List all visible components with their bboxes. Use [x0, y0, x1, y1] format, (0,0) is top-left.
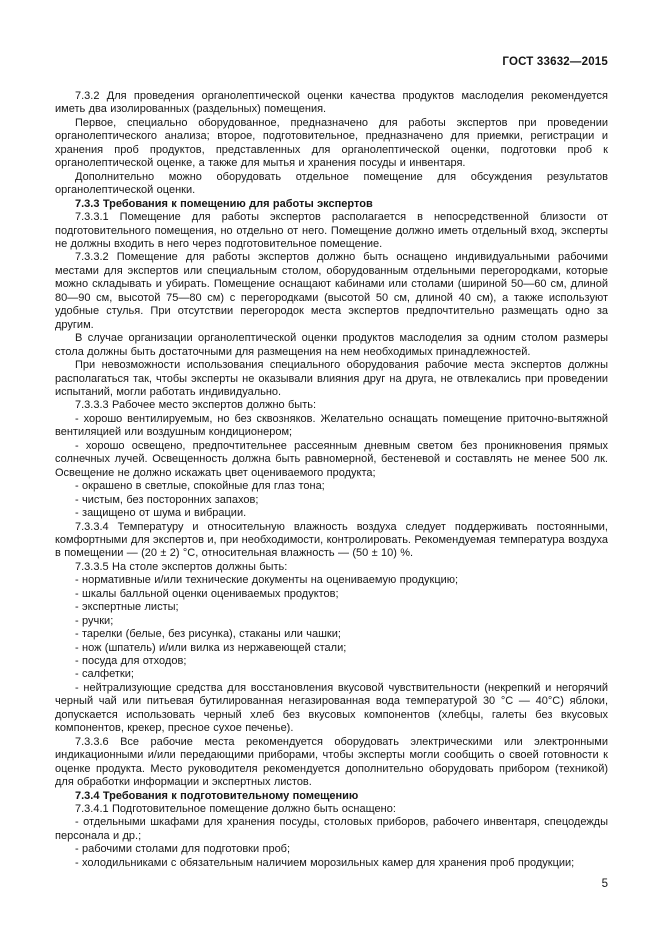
paragraph: 7.3.3.2 Помещение для работы экспертов должно быть оснащено индивидуальными рабочими местами для экспертов или специальным столом, оборудованным отдельными перегородками, которые можно складывать и убирать. Помещение оснащают кабинами или столами (шириной 50—60 см, длиной 80—90 см, высотой 75—80 см) с перегородками (высотой 50 см, длиной 40 см), а также используют удобные стулья. При отсутствии перегородок места экспертов предпочтительно размещать одно за другим. — [55, 251, 608, 331]
list-item: - посуда для отходов; — [75, 655, 187, 668]
list-item: - нож (шпатель) и/или вилка из нержавеющей стали; — [75, 641, 347, 654]
list-item: - тарелки (белые, без рисунка), стаканы или чашки; — [75, 628, 341, 641]
list-item: - отдельными шкафами для хранения посуды, столовых приборов, рабочего инвентаря, спецодежды персонала и др.; — [55, 816, 608, 842]
list-item: - экспертные листы; — [75, 601, 179, 614]
paragraph: 7.3.4.1 Подготовительное помещение должно быть оснащено: — [75, 803, 396, 816]
list-item: - холодильниками с обязательным наличием морозильных камер для хранения проб продукции; — [75, 856, 575, 869]
document-body — [55, 90, 608, 870]
paragraph: Дополнительно можно оборудовать отдельное помещение для обсуждения результатов органолептической оценки. — [55, 170, 608, 197]
paragraph: 7.3.3.5 На столе экспертов должны быть: — [75, 560, 288, 573]
list-item: - рабочими столами для подготовки проб; — [75, 843, 291, 856]
list-item: - хорошо освещено, предпочтительнее рассеянным дневным светом без проникновения прямых солнечных лучей. Освещенность должна быть равномерной, бестеневой и составлять не менее 500 лк. Освещение не должно искажать цвет оцениваемого продукта; — [55, 439, 608, 479]
paragraph: 7.3.3.6 Все рабочие места рекомендуется оборудовать электрическими или электронными индикационными и/или передающими приборами, чтобы эксперты могли сообщить о своей готовности к оценке продукта. Место руководителя рекомендуется дополнительно оборудовать прибором (техникой) для обработки информации и экспертных листов. — [55, 735, 608, 789]
section-heading: 7.3.4 Требования к подготовительному помещению — [75, 789, 359, 802]
list-item: - шкалы балльной оценки оцениваемых продуктов; — [75, 587, 339, 600]
standard-number: ГОСТ 33632—2015 — [502, 56, 608, 68]
section-heading: 7.3.3 Требования к помещению для работы экспертов — [75, 197, 373, 210]
list-item: - хорошо вентилируемым, но без сквозняков. Желательно оснащать помещение приточно-вытяжной вентиляцией или воздушным кондиционером; — [55, 412, 608, 439]
list-item: - защищено от шума и вибрации. — [75, 507, 247, 520]
paragraph: 7.3.3.3 Рабочее место экспертов должно быть: — [75, 399, 317, 412]
document-header — [55, 56, 608, 68]
list-item: - ручки; — [75, 614, 114, 627]
page-number: 5 — [601, 878, 608, 890]
paragraph: Первое, специально оборудованное, предназначено для работы экспертов при проведении органолептического анализа; второе, подготовительное, предназначено для приемки, регистрации и хранения проб продуктов, представленных для органолептической оценки, подготовки проб к органолептической оценке, а также для мытья и хранения посуды и инвентаря. — [55, 116, 608, 170]
paragraph: 7.3.2 Для проведения органолептической оценки качества продуктов маслоделия рекомендуется иметь два изолированных (раздельных) помещения. — [55, 90, 608, 116]
paragraph: 7.3.3.4 Температуру и относительную влажность воздуха следует поддерживать постоянными, комфортными для экспертов и, при необходимости, контролировать. Рекомендуемая температура воздуха в помещении — (20 ± 2) °С, относительная влажность — (50 ± 10) %. — [55, 520, 608, 560]
paragraph: При невозможности использования специального оборудования рабочие места экспертов должны располагаться так, чтобы эксперты не оказывали влияния друг на друга, не отвлекались при проведении испытаний, могли работать индивидуально. — [55, 359, 608, 398]
list-item: - нормативные и/или технические документы на оцениваемую продукцию; — [75, 574, 459, 587]
list-item: - салфетки; — [75, 668, 134, 681]
paragraph: В случае организации органолептической оценки продуктов маслоделия за одним столом размеры стола должны быть достаточными для размещения на нем необходимых принадлежностей. — [55, 332, 608, 358]
list-item: - чистым, без посторонних запахов; — [75, 493, 259, 506]
page-footer — [602, 878, 608, 890]
list-item: - окрашено в светлые, спокойные для глаз тона; — [75, 480, 325, 493]
paragraph: 7.3.3.1 Помещение для работы экспертов располагается в непосредственной близости от подготовительного помещения, но отдельно от него. Помещение должно иметь отдельный вход, эксперты не должны входить в него через подготовительное помещение. — [55, 211, 608, 250]
list-item: - нейтрализующие средства для восстановления вкусовой чувствительности (некрепкий и негорячий черный чай или питьевая бутилированная негазированная вода температурой 30 °С — 40°С) яблоки, допускается использовать черный хлеб без вкусовых компонентов (хлебцы, галеты без вкусовых компонентов, крекер, пресное сухое печенье). — [55, 681, 608, 735]
